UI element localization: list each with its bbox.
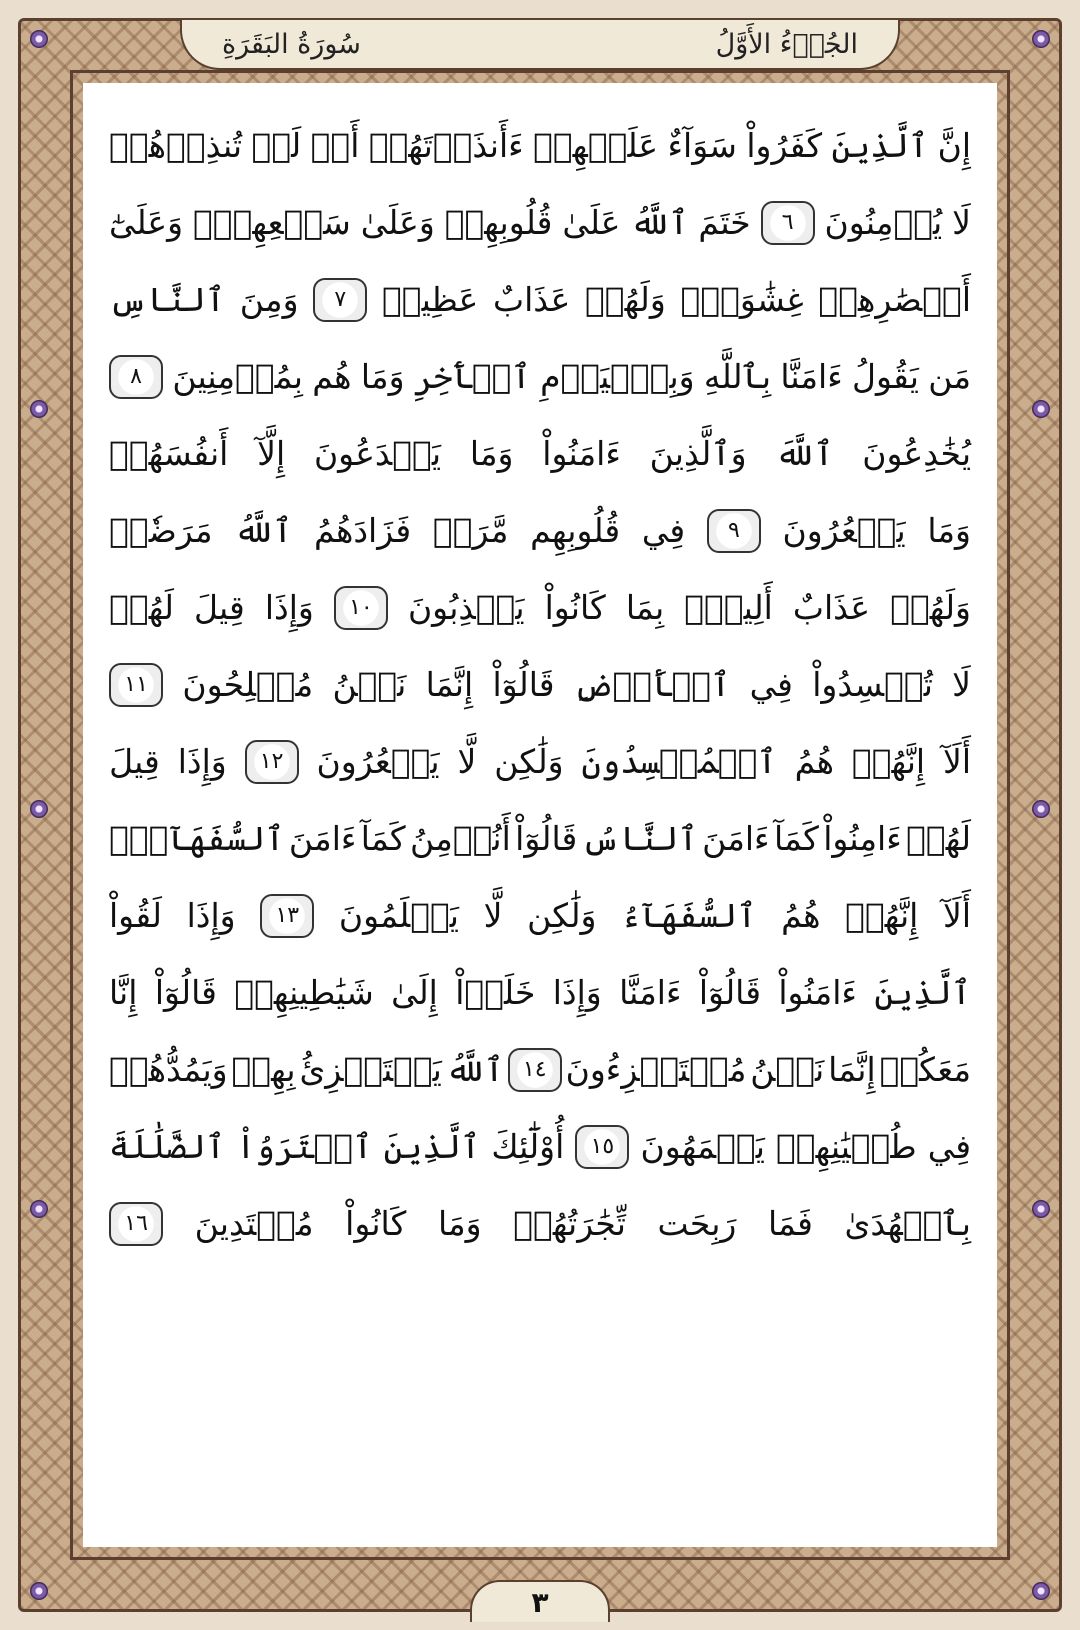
- verse-word: مُصۡلِحُونَ: [182, 665, 314, 704]
- verse-line: [109, 415, 971, 492]
- surah-name: سُورَةُ البَقَرَةِ: [222, 28, 361, 60]
- verse-word: عَلَىٰ: [562, 203, 621, 242]
- verse-word: كَمَآ: [360, 819, 406, 858]
- verse-word: وَإِذَا: [177, 742, 227, 781]
- verse-word: وَمَا: [360, 357, 405, 396]
- verse-word: فَزَادَهُمُ: [314, 511, 412, 550]
- verse-word: لَا: [952, 665, 971, 704]
- verse-word: عَظِيمٞ: [381, 280, 479, 319]
- ayah-number-marker: ٦: [761, 201, 815, 245]
- flower-ornament-icon: [1032, 400, 1050, 418]
- verse-word: ٱللَّهَ: [775, 434, 834, 473]
- verse-word: أُوْلَٰٓئِكَ: [491, 1127, 565, 1166]
- verse-word: لَمۡ: [251, 126, 302, 165]
- verse-line: [109, 954, 971, 1031]
- verse-word: وَمَا: [927, 511, 971, 550]
- verse-word: غِشَٰوَةٞۖ: [680, 280, 804, 319]
- ayah-number-marker: ٩: [707, 509, 761, 553]
- verse-word: كَانُواْ: [345, 1204, 407, 1243]
- verse-word: قُلُوبِهِمۡ: [444, 203, 553, 242]
- verse-word: ءَأَنذَرۡتَهُمۡ: [368, 126, 524, 165]
- verse-word: مُسۡتَهۡزِءُونَ: [565, 1050, 747, 1089]
- verse-word: قِيلَ: [194, 588, 245, 627]
- verse-line: [109, 800, 971, 877]
- verse-word: ٱلۡأٓخِرِ: [413, 357, 531, 396]
- verse-word: وَإِذَا: [552, 973, 602, 1012]
- verse-word: وَمَا: [469, 434, 514, 473]
- verse-word: بِهِمۡ: [231, 1050, 296, 1089]
- flower-ornament-icon: [1032, 1582, 1050, 1600]
- flower-ornament-icon: [30, 1582, 48, 1600]
- verse-word: ٱلنَّاسِ: [109, 280, 226, 319]
- verse-word: فَمَا: [767, 1204, 813, 1243]
- verse-word: إِنَّمَا: [828, 1050, 876, 1089]
- verse-word: هُمُ: [781, 896, 821, 935]
- ayah-number-marker: ١٥: [575, 1125, 629, 1169]
- page-header: [180, 20, 900, 70]
- ayah-number-marker: ١٣: [260, 894, 314, 938]
- verse-word: قِيلَ: [109, 742, 160, 781]
- verse-word: هُمُ: [794, 742, 835, 781]
- verse-word: تُنذِرۡهُمۡ: [109, 126, 243, 165]
- ayah-number-marker: ١٦: [109, 1202, 163, 1246]
- verse-word: بِٱلۡهُدَىٰ: [844, 1204, 971, 1243]
- verse-word: إِلَّآ: [257, 434, 286, 473]
- verse-word: ٱلَّذِينَ: [874, 973, 971, 1012]
- verse-word: وَمِنَ: [239, 280, 299, 319]
- verse-word: وَٱلَّذِينَ: [649, 434, 747, 473]
- verse-word: ءَامَنَّا: [780, 357, 843, 396]
- flower-ornament-icon: [1032, 800, 1050, 818]
- verse-word: مَرَضٗاۖ: [109, 511, 213, 550]
- verse-word: يَكۡذِبُونَ: [407, 588, 525, 627]
- verse-word: فِي: [749, 665, 793, 704]
- verse-word: تُفۡسِدُواْ: [812, 665, 933, 704]
- juz-name: الجُزۡءُ الأَوَّلُ: [715, 28, 858, 60]
- verse-word: ٱللَّهُ: [234, 511, 293, 550]
- flower-ornament-icon: [1032, 1200, 1050, 1218]
- verse-line: [109, 261, 971, 338]
- verse-word: ٱلسُّفَهَآءُۗ: [109, 819, 285, 858]
- verse-word: قَالُوٓاْ: [515, 819, 578, 858]
- flower-ornament-icon: [1032, 30, 1050, 48]
- verse-word: يَخۡدَعُونَ: [313, 434, 442, 473]
- verse-word: عَلَيۡهِمۡ: [533, 126, 659, 165]
- verse-word: قَالُوٓاْ: [698, 973, 761, 1012]
- verse-word: بِٱللَّهِ: [703, 357, 772, 396]
- verse-word: ءَامَنُواْ: [778, 973, 857, 1012]
- verse-word: يَقُولُ: [852, 357, 919, 396]
- verse-line: [109, 646, 971, 723]
- ayah-number-marker: ١٠: [334, 586, 388, 630]
- verse-line: [109, 1031, 971, 1108]
- verse-word: لَّا: [483, 896, 503, 935]
- verse-line: [109, 338, 971, 415]
- verse-word: رَبِحَت: [657, 1204, 737, 1243]
- verse-word: ٱللَّهُ: [445, 1050, 504, 1089]
- verse-word: ءَامَنَ: [288, 819, 357, 858]
- verse-word: لَهُمۡ: [906, 819, 971, 858]
- verse-word: وَلَهُمۡ: [584, 280, 666, 319]
- verse-word: أَبۡصَٰرِهِمۡ: [818, 280, 971, 319]
- flower-ornament-icon: [30, 30, 48, 48]
- verse-word: ءَامِنُواْ: [823, 819, 902, 858]
- verse-word: مُهۡتَدِينَ: [194, 1204, 314, 1243]
- verse-word: لَا: [952, 203, 971, 242]
- verse-word: وَلَٰكِن: [527, 896, 597, 935]
- verse-word: وَلَٰكِن: [494, 742, 564, 781]
- verse-word: بِمَا: [625, 588, 665, 627]
- verse-line: [109, 1108, 971, 1185]
- verse-word: ٱلنَّاسُ: [581, 819, 698, 858]
- ayah-number-marker: ٧: [313, 278, 367, 322]
- verse-word: سَوَآءٌ: [667, 126, 737, 165]
- ayah-number-marker: ١٤: [508, 1048, 562, 1092]
- verse-word: ٱلۡمُفۡسِدُونَ: [581, 742, 777, 781]
- verse-word: فِي: [641, 511, 686, 550]
- verse-word: وَإِذَا: [186, 896, 236, 935]
- verse-word: خَلَوۡاْ: [455, 973, 536, 1012]
- verse-word: ءَامَنُواْ: [542, 434, 621, 473]
- verse-line: [109, 184, 971, 261]
- verse-word: خَتَمَ: [698, 203, 751, 242]
- verse-word: كَانُواْ: [544, 588, 606, 627]
- verse-word: كَفَرُواْ: [746, 126, 823, 165]
- verse-word: يَشۡعُرُونَ: [782, 511, 906, 550]
- verse-word: أَنفُسَهُمۡ: [109, 434, 229, 473]
- verse-word: قَالُوٓاْ: [154, 973, 217, 1012]
- ayah-number-marker: ١١: [109, 663, 163, 707]
- verse-word: لَقُواْ: [109, 896, 162, 935]
- verse-word: نَحۡنُ: [750, 1050, 825, 1089]
- verse-word: قَالُوٓاْ: [492, 665, 555, 704]
- verse-word: تِّجَٰرَتُهُمۡ: [513, 1204, 626, 1243]
- verse-word: يَعۡلَمُونَ: [338, 896, 459, 935]
- verse-word: ٱلۡأَرۡضِ: [573, 665, 731, 704]
- verse-word: فِي: [927, 1127, 971, 1166]
- verse-word: قُلُوبِهِم: [530, 511, 621, 550]
- verse-word: ٱلسُّفَهَآءُ: [621, 896, 757, 935]
- verse-word: يَعۡمَهُونَ: [640, 1127, 765, 1166]
- page-number: ۳: [531, 1585, 549, 1619]
- verse-word: ٱللَّهُ: [630, 203, 689, 242]
- verse-word: عَذَابٌ: [792, 588, 871, 627]
- verse-word: لَّا: [457, 742, 477, 781]
- verse-word: وَعَلَىٰ: [360, 203, 435, 242]
- verse-word: أَلِيمُۢ: [684, 588, 773, 627]
- verse-word: شَيَٰطِينِهِمۡ: [234, 973, 374, 1012]
- verse-word: لَهُمۡ: [109, 588, 174, 627]
- verse-word: إِنَّهُمۡ: [851, 742, 926, 781]
- verse-word: إِنَّهُمۡ: [845, 896, 919, 935]
- verse-word: ٱشۡتَرَوُاْ: [236, 1127, 373, 1166]
- verse-word: إِلَىٰ: [391, 973, 438, 1012]
- verse-word: يُؤۡمِنُونَ: [824, 203, 943, 242]
- verse-word: يَسۡتَهۡزِئُ: [299, 1050, 442, 1089]
- page-footer: [470, 1580, 610, 1622]
- verse-word: مَعَكُمۡ: [879, 1050, 971, 1089]
- verse-word: ءَامَنَ: [702, 819, 770, 858]
- verse-word: كَمَآ: [773, 819, 819, 858]
- verse-line: [109, 107, 971, 184]
- verse-word: ٱلضَّلَٰلَةَ: [109, 1127, 226, 1166]
- verse-word: عَذَابٌ: [493, 280, 571, 319]
- verse-word: أَمۡ: [310, 126, 360, 165]
- verse-line: [109, 1185, 971, 1262]
- verse-word: بِمُؤۡمِنِينَ: [172, 357, 303, 396]
- verse-line: [109, 877, 971, 954]
- verse-line: [109, 492, 971, 569]
- verse-word: مَّرَضٞ: [432, 511, 509, 550]
- verse-word: وَعَلَىٰٓ: [109, 203, 184, 242]
- verse-line: [109, 723, 971, 800]
- ayah-number-marker: ٨: [109, 355, 163, 399]
- verse-word: ٱلَّذِينَ: [383, 1127, 481, 1166]
- verse-word: ٱلَّذِينَ: [831, 126, 929, 165]
- verse-word: أَنُؤۡمِنُ: [410, 819, 511, 858]
- verse-word: إِنَّا: [109, 973, 138, 1012]
- verse-text-panel: [83, 83, 997, 1547]
- verse-word: وَيَمُدُّهُمۡ: [109, 1050, 228, 1089]
- verse-word: إِنَّ: [937, 126, 971, 165]
- verse-word: طُغۡيَٰنِهِمۡ: [776, 1127, 917, 1166]
- verse-word: هُم: [312, 357, 352, 396]
- flower-ornament-icon: [30, 400, 48, 418]
- verse-line: [109, 569, 971, 646]
- verse-word: يَشۡعُرُونَ: [316, 742, 440, 781]
- verse-word: نَحۡنُ: [332, 665, 407, 704]
- flower-ornament-icon: [30, 800, 48, 818]
- verse-word: وَمَا: [437, 1204, 482, 1243]
- verse-word: يُخَٰدِعُونَ: [862, 434, 971, 473]
- verse-word: أَلَآ: [943, 896, 971, 935]
- verse-word: سَمۡعِهِمۡۖ: [192, 203, 351, 242]
- verse-word: مَن: [928, 357, 971, 396]
- verse-word: وَإِذَا: [264, 588, 314, 627]
- flower-ornament-icon: [30, 1200, 48, 1218]
- ayah-number-marker: ١٢: [245, 740, 299, 784]
- verse-word: أَلَآ: [943, 742, 971, 781]
- verse-word: إِنَّمَا: [425, 665, 474, 704]
- verse-word: وَلَهُمۡ: [890, 588, 971, 627]
- verse-word: ءَامَنَّا: [619, 973, 682, 1012]
- verse-word: وَبِٱلۡيَوۡمِ: [540, 357, 695, 396]
